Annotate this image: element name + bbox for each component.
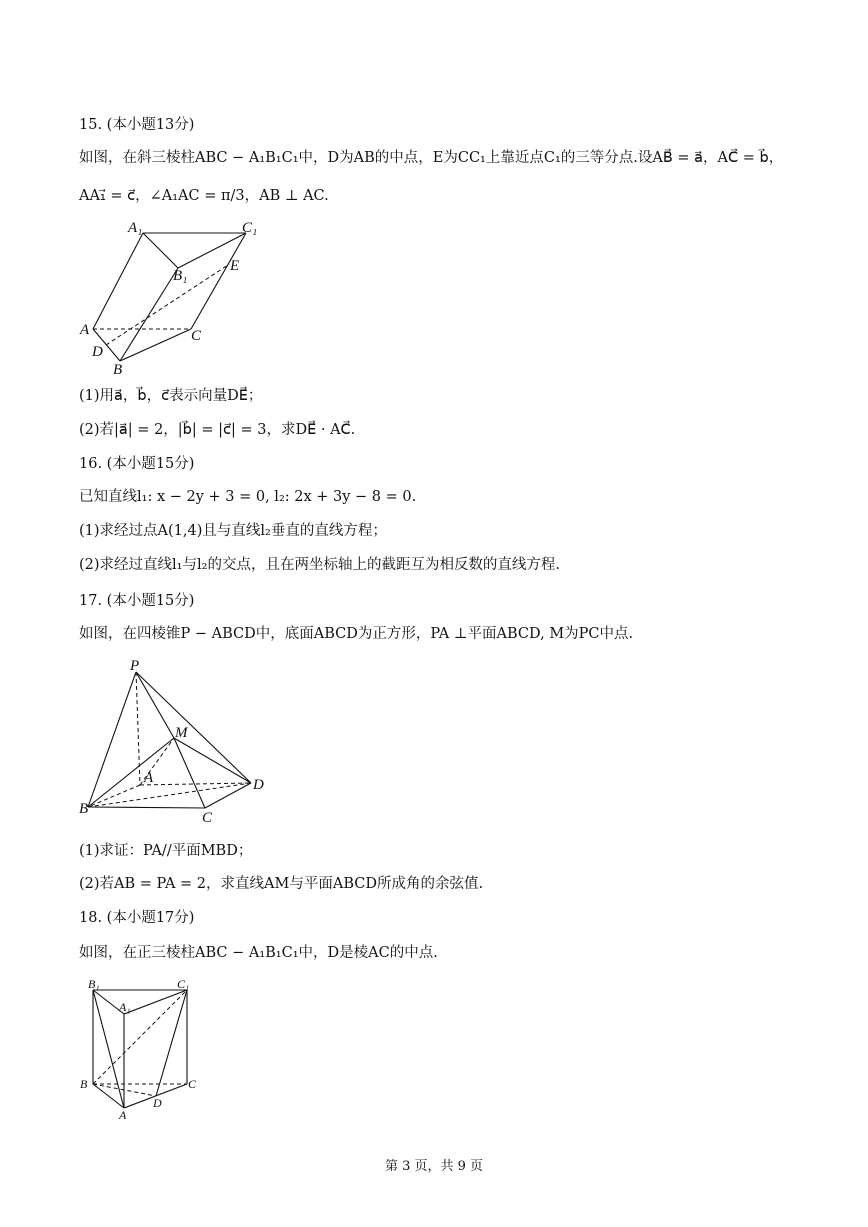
q15-label-b: B [113, 362, 123, 378]
q18-stem: 如图，在正三棱柱ABC − A₁B₁C₁中，D是棱AC的中点. [79, 945, 438, 961]
q16-header: 16. (本小题15分) [79, 456, 195, 472]
q15-label-c1: C₁ [242, 220, 258, 236]
q16-part2: (2)求经过直线l₁与l₂的交点，且在两坐标轴上的截距互为相反数的直线方程. [79, 557, 561, 573]
q15-part1: (1)用a⃗，b⃗，c⃗表示向量DE⃗； [79, 388, 263, 404]
q17-label-d: D [253, 777, 264, 793]
q18-label-b: B [80, 1077, 88, 1091]
q17-stem: 如图，在四棱锥P − ABCD中，底面ABCD为正方形，PA ⊥平面ABCD, M为PC中点. [79, 626, 634, 642]
q15-label-a1: A₁ [128, 220, 143, 236]
q15-label-e: E [230, 258, 240, 274]
q16-part1: (1)求经过点A(1,4)且与直线l₂垂直的直线方程； [79, 523, 387, 539]
q15-label-b1: B₁ [173, 268, 188, 284]
q17-label-c: C [202, 810, 213, 826]
q17-label-p: P [130, 658, 140, 674]
q18-label-c: C [188, 1077, 197, 1091]
q18-label-d: D [153, 1096, 162, 1110]
q17-label-a: A [144, 770, 154, 786]
q18-label-b1: B₁ [88, 977, 100, 991]
page-footer: 第 3 页，共 9 页 [384, 1159, 484, 1174]
q17-part2: (2)若AB = PA = 2，求直线AM与平面ABCD所成角的余弦值. [79, 876, 484, 892]
q17-label-m: M [175, 725, 188, 741]
q17-header: 17. (本小题15分) [79, 593, 195, 609]
q15-label-c: C [191, 328, 202, 344]
q15-header: 15. (本小题13分) [79, 117, 195, 133]
q15-part2: (2)若|a⃗| = 2，|b⃗| = |c⃗| = 3，求DE⃗ · AC⃗. [79, 422, 356, 438]
q18-header: 18. (本小题17分) [79, 910, 195, 926]
q17-label-b: B [79, 801, 89, 817]
q15-label-d: D [92, 344, 103, 360]
q15-stem-line2: AA₁⃗ = c⃗，∠A₁AC = π/3，AB ⊥ AC. [79, 188, 329, 204]
q16-stem: 已知直线l₁: x − 2y + 3 = 0, l₂: 2x + 3y − 8 = 0. [79, 489, 417, 505]
q18-label-a1: A₁ [119, 1000, 131, 1014]
q18-label-a: A [119, 1108, 127, 1122]
q15-stem-line1: 如图，在斜三棱柱ABC − A₁B₁C₁中，D为AB的中点，E为CC₁上靠近点C₁的三等分点.设AB⃗ = a⃗，AC⃗ = b⃗， [79, 150, 784, 166]
q17-pyramid-figure [78, 655, 278, 825]
q15-label-a: A [80, 322, 90, 338]
q17-part1: (1)求证：PA//平面MBD； [79, 843, 253, 859]
q15-prism-figure [78, 218, 268, 378]
q18-prism-figure [78, 973, 208, 1123]
q18-label-c1: C₁ [177, 977, 190, 991]
